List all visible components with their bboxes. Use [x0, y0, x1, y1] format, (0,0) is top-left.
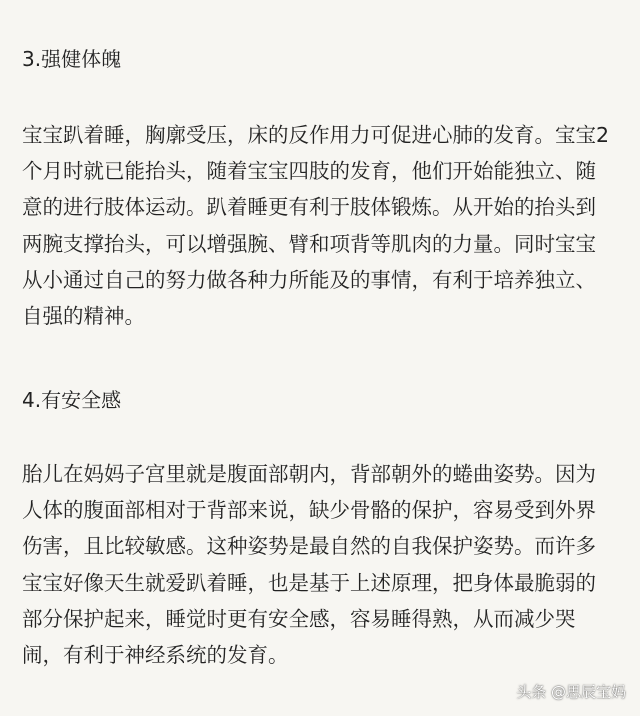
paragraph-line: 人体的腹面部相对于背部来说，缺少骨骼的保护，容易受到外界 [22, 498, 596, 523]
paragraph-line: 宝宝趴着睡，胸廓受压，床的反作用力可促进心肺的发育。宝宝2 [22, 123, 610, 147]
paragraph-line: 自强的精神。 [22, 303, 145, 328]
section-heading-strong-body: 3.强健体魄 [22, 47, 122, 71]
paragraph-line: 伤害，且比较敏感。这种姿势是最自然的自我保护姿势。而许多 [22, 534, 596, 559]
paragraph-line: 意的进行肢体运动。趴着睡更有利于肢体锻炼。从开始的抬头到 [22, 195, 596, 220]
paragraph-line: 闹，有利于神经系统的发育。 [22, 642, 289, 667]
paragraph-line: 从小通过自己的努力做各种力所能及的事情，有利于培养独立、 [22, 267, 596, 292]
section-paragraph-sense-of-security [22, 456, 622, 673]
paragraph-line: 两腕支撑抬头，可以增强腕、臂和项背等肌肉的力量。同时宝宝 [22, 231, 596, 256]
paragraph-line: 部分保护起来，睡觉时更有安全感，容易睡得熟，从而减少哭 [22, 606, 576, 631]
source-watermark: 头条 @思辰宝妈 [516, 683, 626, 701]
paragraph-line: 宝宝好像天生就爱趴着睡，也是基于上述原理，把身体最脆弱的 [22, 570, 596, 595]
paragraph-line: 个月时就已能抬头，随着宝宝四肢的发育，他们开始能独立、随 [22, 159, 596, 184]
paragraph-line: 胎儿在妈妈子宫里就是腹面部朝内，背部朝外的蜷曲姿势。因为 [22, 462, 596, 486]
section-heading-sense-of-security: 4.有安全感 [22, 388, 122, 412]
section-paragraph-strong-body [22, 117, 622, 334]
